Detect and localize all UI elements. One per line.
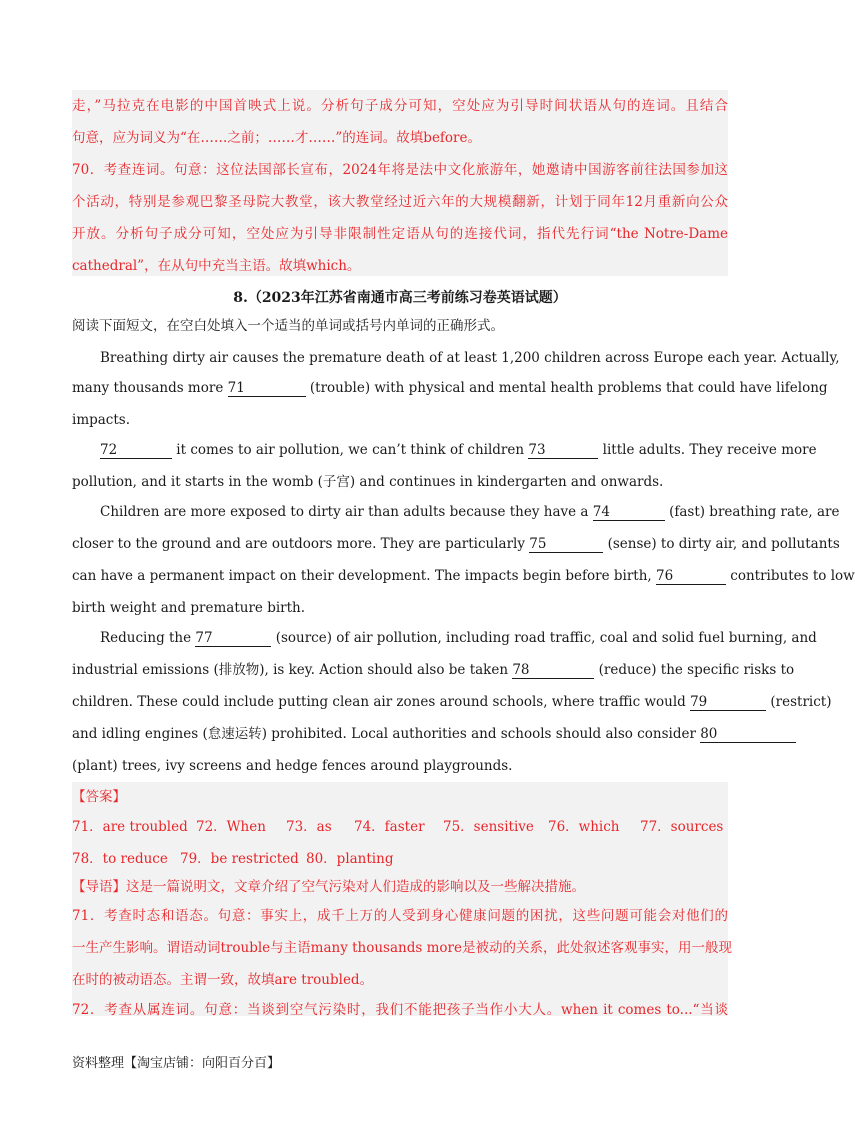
blank-73: 73 (528, 442, 598, 459)
explanation-line: 在时的被动语态。主谓一致，故填are troubled。 (72, 972, 374, 988)
passage-line (72, 378, 828, 398)
explanation-line: 71．考查时态和语态。句意：事实上，成千上万的人受到身心健康问题的困扰，这些问题可能会对他们的 (72, 908, 728, 924)
answer-75: 75．sensitive (443, 819, 534, 835)
explanation-line: 走，”马拉克在电影的中国首映式上说。分析句子成分可知，空处应为引导时间状语从句的连词。且结合 (72, 98, 728, 114)
footer-text: 资料整理【淘宝店铺：向阳百分百】 (72, 1056, 281, 1071)
passage-text: Reducing the (100, 630, 192, 646)
blank-71: 71 (228, 380, 306, 397)
blank-76: 76 (656, 568, 726, 585)
passage-text: little adults. They receive more (602, 442, 817, 458)
blank-75: 75 (529, 536, 603, 553)
passage-text: (trouble) with physical and mental health problems that could have lifelong (309, 380, 828, 396)
passage-line (72, 566, 855, 586)
passage-text: (reduce) the specific risks to (598, 662, 795, 678)
explanation-line: cathedral”，在从句中充当主语。故填which。 (72, 258, 361, 274)
explanation-block-top (72, 90, 728, 276)
answer-80: 80．planting (306, 851, 394, 867)
passage-text: industrial emissions (排放物), is key. Action should also be taken (72, 662, 509, 678)
explanation-line: 开放。分析句子成分可知，空处应为引导非限制性定语从句的连接代词，指代先行词“the Notre-Dame (72, 226, 728, 242)
passage-line (72, 692, 832, 712)
blank-72: 72 (100, 442, 172, 459)
passage-text: (fast) breathing rate, are (669, 504, 840, 520)
blank-74: 74 (593, 504, 665, 521)
passage-text: contributes to low (730, 568, 855, 584)
explanation-line: 70．考查连词。句意：这位法国部长宣布，2024年将是法中文化旅游年，她邀请中国游客前往法国参加这 (72, 162, 728, 178)
passage-line: Breathing dirty air causes the premature death of at least 1,200 children across Europe each year. Actually, (100, 350, 840, 366)
answer-label: 【答案】 (72, 789, 126, 805)
passage-text: closer to the ground and are outdoors more. They are particularly (72, 536, 525, 552)
passage-line: birth weight and premature birth. (72, 600, 306, 616)
passage-text: children. These could include putting clean air zones around schools, where traffic would (72, 694, 686, 710)
passage-text: and idling engines (怠速运转) prohibited. Local authorities and schools should also consider (72, 726, 696, 742)
answer-74: 74．faster (354, 819, 425, 835)
passage-line (100, 502, 840, 522)
passage-line (72, 534, 840, 554)
passage-line (100, 440, 817, 460)
answer-79: 79．be restricted (180, 851, 299, 867)
passage-line: impacts. (72, 412, 131, 428)
section-title: 8.（2023年江苏省南通市高三考前练习卷英语试题） (233, 290, 567, 306)
passage-line: (plant) trees, ivy screens and hedge fences around playgrounds. (72, 758, 513, 774)
explanation-line: 72．考查从属连词。句意：当谈到空气污染时，我们不能把孩子当作小大人。when it comes to...“当谈 (72, 1002, 728, 1018)
explanation-line: 一生产生影响。谓语动词trouble与主语many thousands more是被动的关系，此处叙述客观事实，用一般现 (72, 940, 732, 956)
passage-line (100, 628, 817, 648)
answer-77: 77．sources (640, 819, 724, 835)
passage-text: it comes to air pollution, we can’t think of children (176, 442, 525, 458)
guide-text: 【导语】这是一篇说明文，文章介绍了空气污染对人们造成的影响以及一些解决措施。 (72, 879, 585, 895)
passage-text: (sense) to dirty air, and pollutants (607, 536, 840, 552)
passage-line (72, 724, 728, 744)
passage-line: pollution, and it starts in the womb (子宫) and continues in kindergarten and onwards. (72, 474, 664, 490)
passage-text: Children are more exposed to dirty air than adults because they have a (100, 504, 589, 520)
blank-78: 78 (512, 662, 594, 679)
passage-text: can have a permanent impact on their development. The impacts begin before birth, (72, 568, 652, 584)
passage-line (72, 660, 795, 680)
passage-text: many thousands more (72, 380, 224, 396)
explanation-line: 句意，应为词义为“在……之前；……才……”的连词。故填before。 (72, 130, 482, 146)
answer-72: 72．When (196, 819, 266, 835)
answer-78: 78．to reduce (72, 851, 168, 867)
answer-71: 71．are troubled (72, 819, 188, 835)
passage-text: (source) of air pollution, including road traffic, coal and solid fuel burning, and (275, 630, 817, 646)
passage-text: (restrict) (770, 694, 832, 710)
instruction-text: 阅读下面短文，在空白处填入一个适当的单词或括号内单词的正确形式。 (72, 318, 504, 334)
blank-79: 79 (690, 694, 766, 711)
blank-77: 77 (195, 630, 271, 647)
blank-80: 80 (700, 726, 796, 743)
answer-76: 76．which (548, 819, 620, 835)
answer-73: 73．as (286, 819, 332, 835)
explanation-line: 个活动，特别是参观巴黎圣母院大教堂，该大教堂经过近六年的大规模翻新，计划于同年12月重新向公众 (72, 194, 728, 210)
